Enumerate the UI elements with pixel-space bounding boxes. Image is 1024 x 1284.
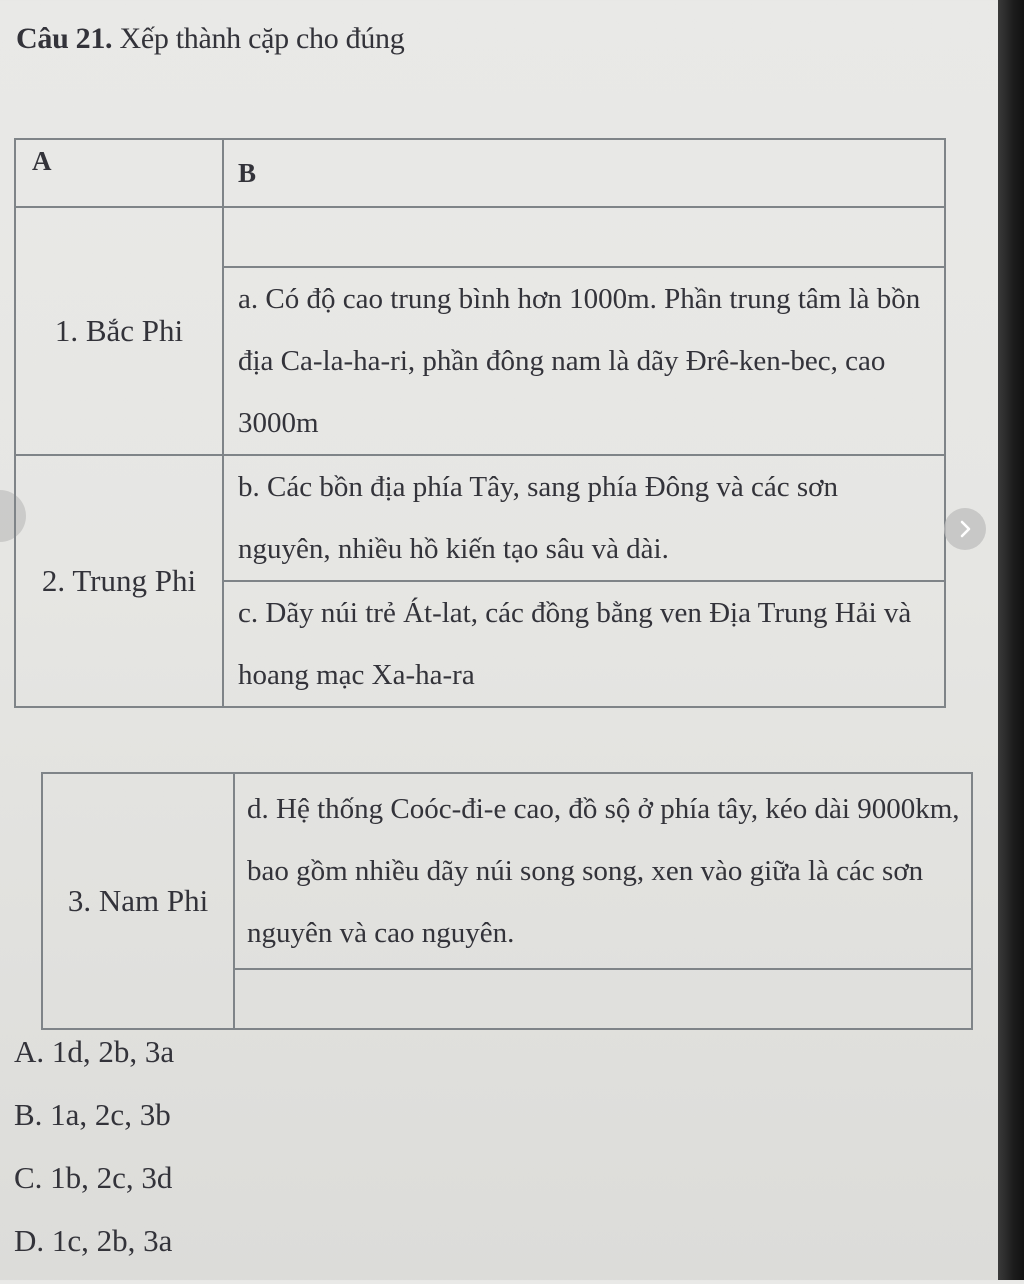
column-b-header: B <box>223 139 945 207</box>
answer-option-d[interactable]: D. 1c, 2b, 3a <box>14 1223 173 1258</box>
matching-table-continued <box>41 772 973 1030</box>
chevron-right-icon <box>955 519 975 539</box>
answer-option-b[interactable]: B. 1a, 2c, 3b <box>14 1097 171 1132</box>
option-c-cell: c. Dãy núi trẻ Át-lat, các đồng bằng ven Địa Trung Hải và hoang mạc Xa-ha-ra <box>223 581 945 707</box>
row-label-nam-phi: 3. Nam Phi <box>42 773 234 1029</box>
question-title <box>16 22 404 56</box>
question-number: Câu 21. <box>16 22 113 55</box>
answer-option-a[interactable]: A. 1d, 2b, 3a <box>14 1034 175 1069</box>
question-text: Xếp thành cặp cho đúng <box>119 22 405 55</box>
next-page-button[interactable] <box>944 508 986 550</box>
row-label-trung-phi: 2. Trung Phi <box>15 455 223 707</box>
row-label-bac-phi: 1. Bắc Phi <box>15 207 223 455</box>
option-d-cell: d. Hệ thống Coóc-đi-e cao, đồ sộ ở phía tây, kéo dài 9000km, bao gồm nhiều dãy núi song song, xen vào giữa là các sơn nguyên và cao nguyên. <box>234 773 972 969</box>
answer-option-c[interactable]: C. 1b, 2c, 3d <box>14 1160 173 1195</box>
empty-cell <box>234 969 972 1029</box>
device-bezel <box>998 0 1024 1280</box>
column-a-header: A <box>15 139 223 207</box>
option-b-cell: b. Các bồn địa phía Tây, sang phía Đông và các sơn nguyên, nhiều hồ kiến tạo sâu và dài. <box>223 455 945 581</box>
empty-cell <box>223 207 945 267</box>
matching-table <box>14 138 946 708</box>
option-a-cell: a. Có độ cao trung bình hơn 1000m. Phần trung tâm là bồn địa Ca-la-ha-ri, phần đông nam là dãy Đrê-ken-bec, cao 3000m <box>223 267 945 455</box>
answer-options <box>14 1032 174 1284</box>
